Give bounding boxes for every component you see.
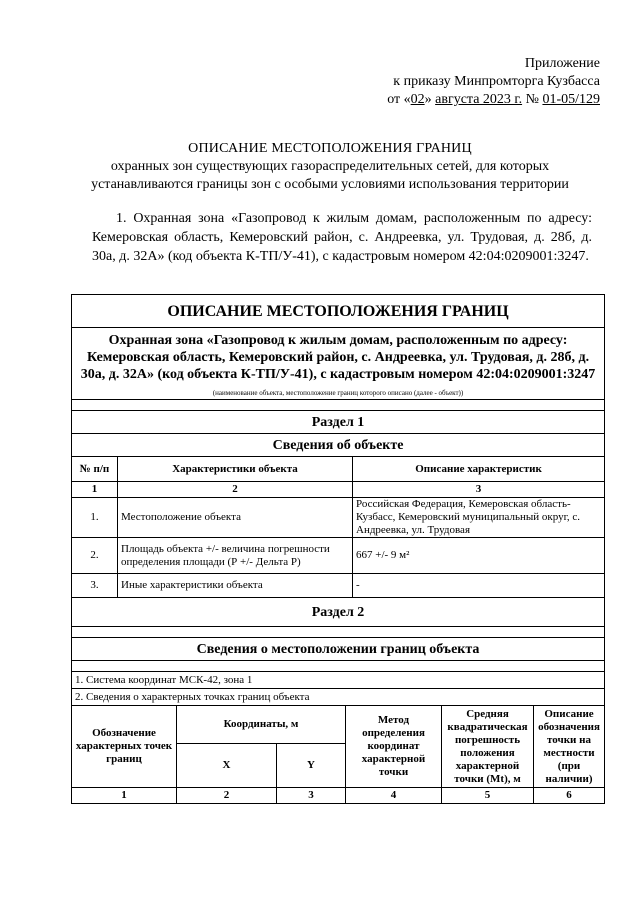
row-characteristic: Местоположение объекта — [118, 498, 353, 538]
title-sub-1: охранных зон существующих газораспределительных сетей, для которых — [110, 159, 550, 174]
object-note: (наименование объекта, местоположение границ которого описано (далее - объект)) — [72, 387, 605, 400]
zone-paragraph: 1. Охранная зона «Газопровод к жилым домам, расположенным по адресу: Кемеровская область, Кемеровский район, с. Андреевка, ул. Трудовая, д. 28б, д. 30а, д. 32А» (код объекта К-ТП/У-41), с кадастровым номером 42:04:0209001:3247. — [92, 211, 592, 264]
order-month-year: августа 2023 г. — [435, 92, 523, 107]
header-error: Средняя квадратическая погрешность положения характерной точки (Mt), м — [442, 706, 534, 788]
points-col-num-6: 6 — [534, 788, 605, 804]
appendix-header — [387, 55, 600, 109]
row-characteristic: Иные характеристики объекта — [118, 574, 353, 598]
header-x: X — [177, 744, 277, 788]
title-main: ОПИСАНИЕ МЕСТОПОЛОЖЕНИЯ ГРАНИЦ — [188, 141, 472, 156]
order-reference: к приказу Минпромторга Кузбасса — [393, 74, 600, 89]
order-date-line: от «02» августа 2023 г. № 01-05/129 — [387, 92, 600, 107]
header-point-description: Описание обозначения точки на местности (при наличии) — [534, 706, 605, 788]
table-row — [72, 538, 605, 574]
row-value: Российская Федерация, Кемеровская область-Кузбасс, Кемеровский муниципальный округ, с. Андреевка, ул. Трудовая — [353, 498, 605, 538]
section-1-heading: Раздел 1 — [72, 411, 605, 434]
header-coordinates: Координаты, м — [177, 706, 346, 744]
col-header-characteristic: Характеристики объекта — [118, 457, 353, 482]
header-method: Метод определения координат характерной точки — [346, 706, 442, 788]
points-col-num-5: 5 — [442, 788, 534, 804]
title-sub-2: устанавливаются границы зон с особыми условиями использования территории — [91, 177, 569, 192]
points-col-num-3: 3 — [277, 788, 346, 804]
row-value: - — [353, 574, 605, 598]
row-number: 2. — [72, 538, 118, 574]
table-main-title: ОПИСАНИЕ МЕСТОПОЛОЖЕНИЯ ГРАНИЦ — [72, 295, 605, 328]
section-2-title: Сведения о местоположении границ объекта — [72, 638, 605, 661]
row-value: 667 +/- 9 м² — [353, 538, 605, 574]
row-characteristic: Площадь объекта +/- величина погрешности определения площади (Р +/- Дельта Р) — [118, 538, 353, 574]
order-number: 01-05/129 — [542, 92, 600, 107]
row-number: 3. — [72, 574, 118, 598]
row-number: 1. — [72, 498, 118, 538]
order-day: 02 — [410, 92, 425, 107]
table-row — [72, 574, 605, 598]
section-1-title: Сведения об объекте — [72, 434, 605, 457]
header-point-designation: Обозначение характерных точек границ — [72, 706, 177, 788]
points-col-num-1: 1 — [72, 788, 177, 804]
appendix-label: Приложение — [524, 56, 600, 71]
col-header-description: Описание характеристик — [353, 457, 605, 482]
boundary-description-table — [71, 294, 605, 804]
points-info: 2. Сведения о характерных точках границ объекта — [72, 689, 605, 706]
col-header-number: № п/п — [72, 457, 118, 482]
section-2-heading: Раздел 2 — [72, 598, 605, 627]
col-num-3: 3 — [353, 482, 605, 498]
points-col-num-2: 2 — [177, 788, 277, 804]
col-num-1: 1 — [72, 482, 118, 498]
object-title: Охранная зона «Газопровод к жилым домам, расположенным по адресу: Кемеровская область, Кемеровский район, с. Андреевка, ул. Трудовая, д. 28б, д. 30а, д. 32А» (код объекта К-ТП/У-41), с кадастровым номером 42:04:0209001:3247 — [72, 328, 605, 388]
col-num-2: 2 — [118, 482, 353, 498]
document-title — [60, 140, 600, 194]
points-col-num-4: 4 — [346, 788, 442, 804]
table-row — [72, 498, 605, 538]
header-y: Y — [277, 744, 346, 788]
coordinate-system: 1. Система координат МСК-42, зона 1 — [72, 672, 605, 689]
